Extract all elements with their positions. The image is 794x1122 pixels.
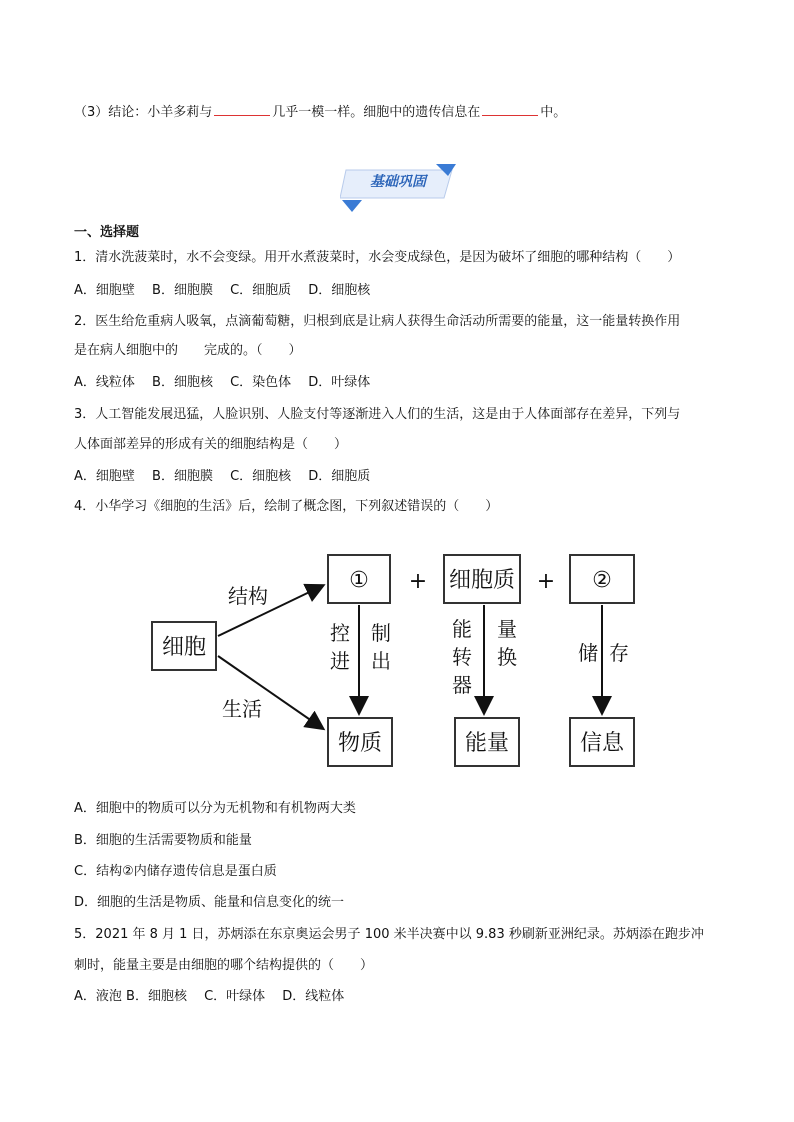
store-label-left: 储 [578,641,598,665]
structure-2-label: ② [592,568,612,593]
question-3-stem-line-2: 人体面部差异的形成有关的细胞结构是（ ） [74,437,348,452]
conclusion-text-1: （3）结论：小羊多莉与 [74,105,213,120]
question-4-stem: 4．小华学习《细胞的生活》后，绘制了概念图，下列叙述错误的（ ） [74,499,499,514]
question-4-option-a: A．细胞中的物质可以分为无机物和有机物两大类 [74,801,356,816]
question-1-options: A．细胞壁 B．细胞膜 C．细胞质 D．细胞核 [74,283,371,298]
structure-1-label: ① [349,568,369,593]
life-label: 生活 [222,697,262,721]
question-4-option-c: C．结构②内储存遗传信息是蛋白质 [74,864,277,879]
question-5-stem-line-1: 5．2021 年 8 月 1 日，苏炳添在东京奥运会男子 100 米半决赛中以 9.83 秒刷新亚洲纪录。苏炳添在跑步冲 [74,927,704,942]
cell-label: 细胞 [161,635,207,660]
question-2-stem-line-2: 是在病人细胞中的 完成的。（ ） [74,343,302,358]
energy-label: 能量 [464,731,510,756]
structure-label: 结构 [228,584,268,608]
question-5-stem-line-2: 刺时，能量主要是由细胞的哪个结构提供的（ ） [74,958,374,973]
question-5-options: A．液泡 B．细胞核 C．叶绿体 D．线粒体 [74,989,345,1004]
question-4-option-b: B．细胞的生活需要物质和能量 [74,833,252,848]
question-3-stem-line-1: 3．人工智能发展迅猛，人脸识别、人脸支付等逐渐进入人们的生活，这是由于人体面部存在差异，下列与 [74,407,681,422]
question-2-options: A．线粒体 B．细胞核 C．染色体 D．叶绿体 [74,375,371,390]
section-title: 一、选择题 [74,225,140,240]
matter-label: 物质 [337,731,383,756]
conclusion-text-2: 几乎一模一样。细胞中的遗传信息在 [272,105,481,120]
cytoplasm-label: 细胞质 [448,568,516,593]
control-label-right: 制出 [371,621,391,673]
energy-label-right: 量换 [497,617,517,669]
conclusion-text-3: 中。 [540,105,567,120]
control-label-left: 控进 [330,621,350,673]
store-label-right: 存 [609,641,629,665]
question-2-stem-line-1: 2．医生给危重病人吸氧，点滴葡萄糖，归根到底是让病人获得生命活动所需要的能量，这一能量转换作用 [74,314,681,329]
plus-sign-2: + [536,569,556,594]
question-1-stem: 1．清水洗菠菜时，水不会变绿。用开水煮菠菜时，水会变成绿色，是因为破坏了细胞的哪种结构（ ） [74,250,681,265]
info-label: 信息 [579,731,625,756]
question-3-options: A．细胞壁 B．细胞膜 C．细胞核 D．细胞质 [74,469,371,484]
question-4-option-d: D．细胞的生活是物质、能量和信息变化的统一 [74,895,345,910]
plus-sign-1: + [408,569,428,594]
banner-label: 基础巩固 [370,174,426,190]
energy-label-left: 能转器 [452,617,472,697]
